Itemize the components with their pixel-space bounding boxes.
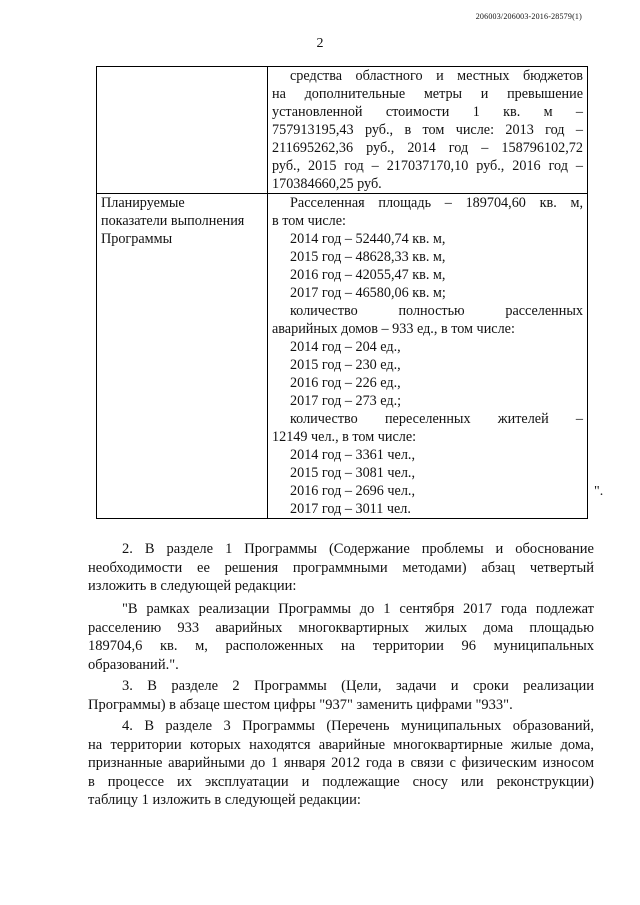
cell-line: 2017 год – 273 ед.; — [290, 393, 402, 409]
paragraph-line: 2. В разделе 1 Программы (Содержание проблемы и обоснование — [122, 541, 594, 557]
paragraph-line: расселению 933 аварийных многоквартирных жилых дома площадью — [88, 619, 594, 636]
cell-line: 2016 год – 2696 чел., — [290, 483, 416, 499]
cell-line: аварийных домов – 933 ед., в том числе: — [272, 321, 515, 337]
cell-line: 2016 год – 42055,47 кв. м, — [290, 267, 446, 283]
cell-line: на дополнительные метры и превышение — [272, 86, 583, 102]
program-passport-table — [96, 66, 588, 519]
paragraph-2 — [88, 540, 594, 596]
cell-line: 757913195,43 руб., в том числе: 2013 год – — [272, 122, 583, 138]
cell-line: количество полностью расселенных — [290, 303, 583, 319]
cell-line: 2017 год – 46580,06 кв. м; — [290, 285, 446, 301]
indicators-cell — [268, 194, 588, 519]
closing-quote: ". — [594, 484, 604, 499]
document-id: 206003/206003-2016-28579(1) — [475, 12, 582, 21]
cell-line: Расселенная площадь – 189704,60 кв. м, — [290, 195, 583, 211]
cell-line: 2014 год – 3361 чел., — [290, 447, 416, 463]
label-line: Программы — [101, 231, 173, 247]
paragraph-line: образований.". — [88, 656, 179, 673]
paragraph-line: на территории которых находятся аварийные многоквартирные жилые дома, — [88, 736, 594, 753]
row-label-empty — [97, 67, 268, 194]
cell-line: средства областного и местных бюджетов — [290, 68, 583, 84]
paragraph-2-quote — [88, 600, 594, 674]
paragraph-4 — [88, 717, 594, 810]
funding-cell — [268, 67, 588, 194]
paragraph-line: 189704,6 кв. м, расположенных на территории 96 муниципальных — [88, 638, 594, 654]
cell-line: 211695262,36 руб., 2014 год – 158796102,72 — [272, 140, 583, 156]
paragraph-line: 3. В разделе 2 Программы (Цели, задачи и сроки реализации — [122, 678, 594, 694]
cell-line: установленной стоимости 1 кв. м – — [272, 104, 583, 120]
cell-line: 12149 чел., в том числе: — [272, 429, 417, 445]
paragraph-line: 4. В разделе 3 Программы (Перечень муниципальных образований, — [122, 718, 594, 734]
cell-line: 2014 год – 52440,74 кв. м, — [290, 231, 446, 247]
table-row — [97, 194, 588, 519]
paragraph-line: признанные аварийными до 1 января 2012 года в связи с физическим износом — [88, 755, 594, 771]
cell-line: 2015 год – 3081 чел., — [290, 465, 416, 481]
cell-line: 2017 год – 3011 чел. — [290, 501, 411, 517]
row-label-planned-indicators — [97, 194, 268, 519]
cell-line: руб., 2015 год – 217037170,10 руб., 2016 год – — [272, 158, 583, 174]
label-line: Планируемые — [101, 195, 185, 211]
cell-line: 2015 год – 230 ед., — [290, 357, 401, 373]
paragraph-line: таблицу 1 изложить в следующей редакции: — [88, 792, 361, 808]
paragraph-line: "В рамках реализации Программы до 1 сентября 2017 года подлежат — [122, 601, 594, 617]
paragraph-3 — [88, 677, 594, 714]
cell-line: количество переселенных жителей – — [290, 411, 583, 427]
table-row — [97, 67, 588, 194]
paragraph-line: в процессе их эксплуатации и подлежащие сносу или реконструкции) — [88, 773, 594, 790]
cell-line: 2014 год – 204 ед., — [290, 339, 401, 355]
paragraph-line: необходимости ее решения программными методами) абзац четвертый — [88, 559, 594, 576]
cell-line: 2015 год – 48628,33 кв. м, — [290, 249, 446, 265]
label-line: показатели выполнения — [101, 213, 245, 229]
paragraph-line: Программы) в абзаце шестом цифры "937" заменить цифрами "933". — [88, 696, 513, 713]
cell-line: 170384660,25 руб. — [272, 176, 382, 192]
page-number: 2 — [316, 36, 324, 51]
cell-line: в том числе: — [272, 213, 346, 229]
paragraph-line: изложить в следующей редакции: — [88, 578, 297, 594]
cell-line: 2016 год – 226 ед., — [290, 375, 401, 391]
